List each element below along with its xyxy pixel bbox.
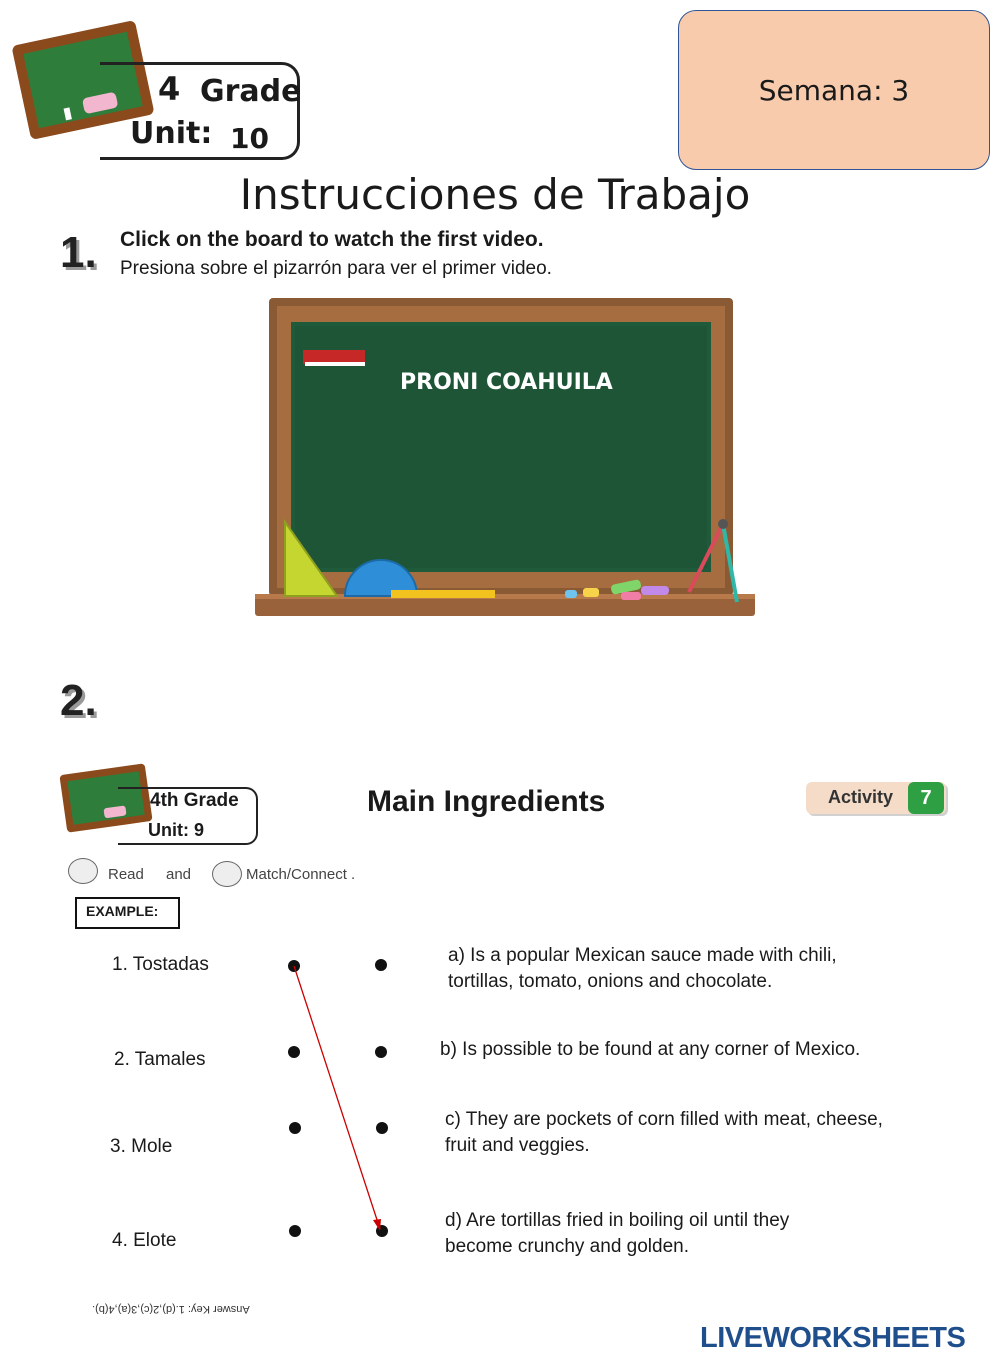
video-chalkboard[interactable] bbox=[255, 296, 755, 620]
board-text: PRONI COAHUILA bbox=[400, 370, 613, 395]
worksheet-title: Main Ingredients bbox=[367, 785, 606, 818]
item-tamales: 2. Tamales bbox=[114, 1049, 206, 1070]
worksheet-unit: Unit: 9 bbox=[148, 820, 204, 840]
step-1-instruction-en: Click on the board to watch the first video. bbox=[120, 228, 544, 251]
item-tostadas: 1. Tostadas bbox=[112, 954, 209, 975]
activity-label: Activity bbox=[828, 787, 894, 807]
unit-number: 10 bbox=[230, 122, 269, 155]
left-dot-4[interactable] bbox=[289, 1225, 301, 1237]
description-d: d) Are tortillas fried in boiling oil until they become crunchy and golden. bbox=[445, 1210, 790, 1257]
example-label: EXAMPLE: bbox=[75, 897, 180, 929]
read-label: Read bbox=[108, 866, 144, 883]
activity-number: 7 bbox=[908, 782, 944, 814]
page-title: Instrucciones de Trabajo bbox=[239, 170, 751, 219]
and-label: and bbox=[166, 866, 192, 883]
left-dot-2[interactable] bbox=[288, 1046, 300, 1058]
description-a: a) Is a popular Mexican sauce made with chili, tortillas, tomato, onions and chocolate. bbox=[448, 945, 837, 992]
step-1-number: 1. bbox=[60, 228, 97, 277]
grade-number: 4 bbox=[158, 70, 181, 108]
right-dot-b[interactable] bbox=[375, 1046, 387, 1058]
step-2-number: 2. bbox=[60, 676, 97, 725]
book-icon bbox=[68, 858, 98, 884]
right-dot-d[interactable] bbox=[376, 1225, 388, 1237]
item-elote: 4. Elote bbox=[112, 1230, 177, 1251]
left-dot-3[interactable] bbox=[289, 1122, 301, 1134]
left-dot-1[interactable] bbox=[288, 960, 300, 972]
chalk-icon bbox=[565, 590, 577, 598]
right-dot-a[interactable] bbox=[375, 959, 387, 971]
answer-key: Answer Key: 1.(d),2(c),3(a),4(b). bbox=[92, 1303, 250, 1315]
match-label: Match/Connect . bbox=[246, 866, 356, 883]
description-b: b) Is possible to be found at any corner of Mexico. bbox=[440, 1039, 861, 1060]
unit-label: Unit: bbox=[130, 116, 213, 151]
semana-box: Semana: 3 bbox=[678, 10, 990, 170]
worksheet-grade: 4th Grade bbox=[150, 790, 239, 811]
ruler-icon bbox=[391, 590, 495, 598]
liveworksheets-logo[interactable]: LIVEWORKSHEETS bbox=[700, 1322, 966, 1354]
step-1-instruction-es: Presiona sobre el pizarrón para ver el primer video. bbox=[120, 258, 552, 279]
description-c: c) They are pockets of corn filled with meat, cheese, fruit and veggies. bbox=[445, 1109, 883, 1156]
right-dot-c[interactable] bbox=[376, 1122, 388, 1134]
proni-logo-icon bbox=[303, 350, 365, 366]
grade-label: Grade bbox=[200, 74, 302, 109]
pencil-icon bbox=[212, 861, 242, 887]
item-mole: 3. Mole bbox=[110, 1136, 173, 1157]
